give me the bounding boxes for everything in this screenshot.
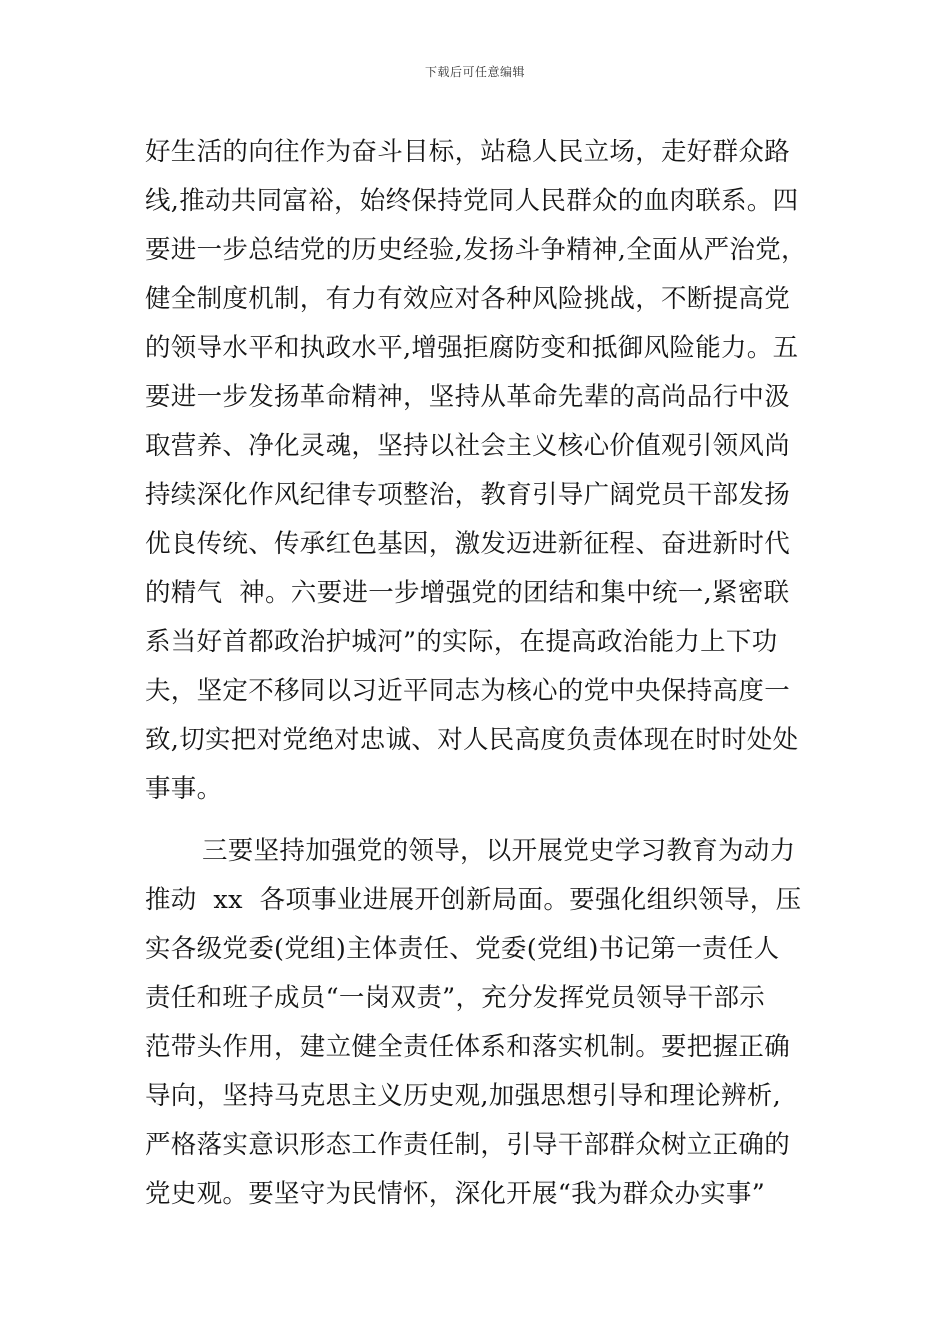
paragraph-gap xyxy=(145,814,815,827)
text-line: 健全制度机制，有力有效应对各种风险挑战，不断提高党 xyxy=(145,284,791,314)
page-header: 下载后可任意编辑 xyxy=(424,65,525,79)
document-body xyxy=(145,128,815,1219)
text-line: 优良传统、传承红色基因，激发迈进新征程、奋进新时代 xyxy=(145,529,791,559)
text-line: 取营养、净化灵魂，坚持以社会主义核心价值观引领风尚 xyxy=(145,431,791,461)
text-line: 夫，坚定不移同以习近平同志为核心的党中央保持高度一 xyxy=(145,676,791,706)
text-line: 责任和班子成员“一岗双责”，充分发挥党员领导干部示 xyxy=(145,983,766,1013)
text-line: 要进一步总结党的历史经验,发扬斗争精神,全面从严治党， xyxy=(145,235,807,265)
paragraph-2 xyxy=(145,827,815,1219)
text-line: 的领导水平和执政水平,增强拒腐防变和抵御风险能力。五 xyxy=(145,333,799,363)
text-line: 党史观。要坚守为民情怀，深化开展“我为群众办实事” xyxy=(145,1179,766,1209)
text-line: 持续深化作风纪律专项整治，教育引导广阔党员干部发扬 xyxy=(145,480,791,510)
text-line: 线,推动共同富裕，始终保持党同人民群众的血肉联系。四 xyxy=(145,186,799,216)
text-line: 推动 xx 各项事业进展开创新局面。要强化组织领导，压 xyxy=(145,885,802,915)
text-line: 好生活的向往作为奋斗目标，站稳人民立场，走好群众路 xyxy=(145,137,791,167)
text-line: 实各级党委(党组)主体责任、党委(党组)书记第一责任人 xyxy=(145,934,780,964)
paragraph-1 xyxy=(145,128,815,814)
text-line: 的精气 神。六要进一步增强党的团结和集中统一,紧密联 xyxy=(145,578,790,608)
text-line: 要进一步发扬革命精神，坚持从革命先辈的高尚品行中汲 xyxy=(145,382,791,412)
text-line: 致,切实把对党绝对忠诚、对人民高度负责体现在时时处处 xyxy=(145,725,799,755)
text-line: 事事。 xyxy=(145,774,223,804)
text-line: 系当好首都政治护城河”的实际，在提高政治能力上下功 xyxy=(145,627,778,657)
text-line: 严格落实意识形态工作责任制，引导干部群众树立正确的 xyxy=(145,1130,791,1160)
text-line: 范带头作用，建立健全责任体系和落实机制。要把握正确 xyxy=(145,1032,791,1062)
text-line: 导向，坚持马克思主义历史观,加强思想引导和理论辨析, xyxy=(145,1081,782,1111)
text-line: 三要坚持加强党的领导，以开展党史学习教育为动力 xyxy=(202,836,796,866)
